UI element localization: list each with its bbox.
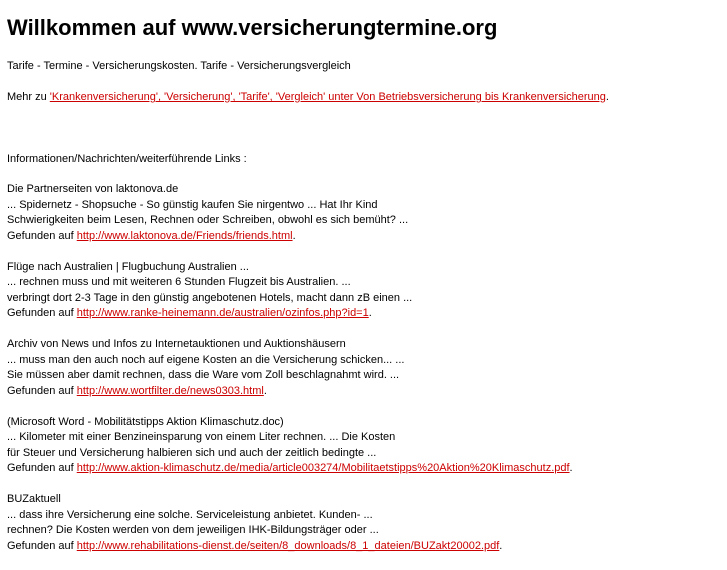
- result-snippet: ... Kilometer mit einer Benzineinsparung von einem Liter rechnen. ... Die Kosten: [7, 431, 396, 443]
- result-snippet: für Steuer und Versicherung halbieren sich und auch der zeitlich bedingte ...: [7, 446, 377, 459]
- more-line: [7, 89, 609, 105]
- result-found-line: Gefunden auf http://www.ranke-heinemann.de/australien/ozinfos.php?id=1.: [7, 307, 372, 319]
- result-snippet: ... dass ihre Versicherung eine solche. Serviceleistung anbietet. Kunden- ...: [7, 508, 373, 521]
- result-item: [7, 415, 573, 477]
- result-snippet: ... Spidernetz - Shopsuche - So günstig kaufen Sie nirgentwo ... Hat Ihr Kind: [7, 198, 378, 211]
- found-label: Gefunden auf: [7, 384, 77, 397]
- more-link[interactable]: 'Krankenversicherung', 'Versicherung', 'Tarife', 'Vergleich' unter Von Betriebsversicherung bis Krankenversicherung: [49, 91, 606, 103]
- page-title: Willkommen auf www.versicherungtermine.org: [7, 15, 498, 40]
- found-label: Gefunden auf: [7, 462, 77, 474]
- results-list: [7, 182, 573, 570]
- result-link[interactable]: http://www.ranke-heinemann.de/australien/ozinfos.php?id=1: [76, 307, 369, 319]
- result-title: (Microsoft Word - Mobilitätstipps Aktion Klimaschutz.doc): [7, 415, 284, 428]
- result-found-line: Gefunden auf http://www.wortfilter.de/news0303.html.: [7, 384, 267, 397]
- result-title: BUZaktuell: [7, 493, 61, 505]
- result-found-line: Gefunden auf http://www.laktonova.de/Friends/friends.html.: [7, 229, 296, 242]
- result-found-line: Gefunden auf http://www.aktion-klimaschutz.de/media/article003274/Mobilitaetstipps%20Aktion%20Klimaschutz.pdf.: [7, 462, 573, 474]
- result-item: [7, 260, 573, 322]
- more-suffix: .: [605, 91, 609, 103]
- result-title: Archiv von News und Infos zu Internetauktionen und Auktionshäusern: [7, 338, 346, 350]
- result-snippet: Sie müssen aber damit rechnen, dass die Ware vom Zoll beschlagnahmt wird. ...: [7, 369, 400, 381]
- result-link[interactable]: http://www.laktonova.de/Friends/friends.html: [76, 229, 293, 242]
- result-snippet: Schwierigkeiten beim Lesen, Rechnen oder Schreiben, obwohl es sich bemüht? ...: [7, 214, 409, 226]
- result-item: [7, 337, 573, 399]
- result-snippet: rechnen? Die Kosten werden von dem jeweiligen IHK-Bildungsträger oder ...: [7, 524, 379, 536]
- found-label: Gefunden auf: [7, 307, 77, 319]
- found-label: Gefunden auf: [7, 229, 77, 242]
- result-snippet: ... rechnen muss und mit weiteren 6 Stunden Flugzeit bis Australien. ...: [7, 276, 351, 288]
- result-title: Die Partnerseiten von laktonova.de: [7, 183, 179, 195]
- result-title: Flüge nach Australien | Flugbuchung Australien ...: [7, 260, 249, 273]
- result-link[interactable]: http://www.wortfilter.de/news0303.html: [76, 384, 264, 397]
- info-heading: Informationen/Nachrichten/weiterführende Links :: [7, 153, 247, 165]
- intro-text: Tarife - Termine - Versicherungskosten. Tarife - Versicherungsvergleich: [7, 60, 351, 72]
- result-found-line: Gefunden auf http://www.rehabilitations-dienst.de/seiten/8_downloads/8_1_dateien/BUZakt20002.pdf.: [7, 539, 503, 552]
- result-link[interactable]: http://www.rehabilitations-dienst.de/seiten/8_downloads/8_1_dateien/BUZakt20002.pdf: [76, 539, 500, 552]
- found-label: Gefunden auf: [7, 539, 77, 552]
- result-item: [7, 182, 573, 244]
- result-snippet: verbringt dort 2-3 Tage in den günstig angebotenen Hotels, macht dann zB einen ...: [7, 291, 413, 304]
- result-link[interactable]: http://www.aktion-klimaschutz.de/media/article003274/Mobilitaetstipps%20Aktion%20Klimaschutz.pdf: [76, 462, 570, 474]
- more-prefix: Mehr zu: [7, 91, 50, 103]
- result-snippet: ... muss man den auch noch auf eigene Kosten an die Versicherung schicken... ...: [7, 353, 405, 366]
